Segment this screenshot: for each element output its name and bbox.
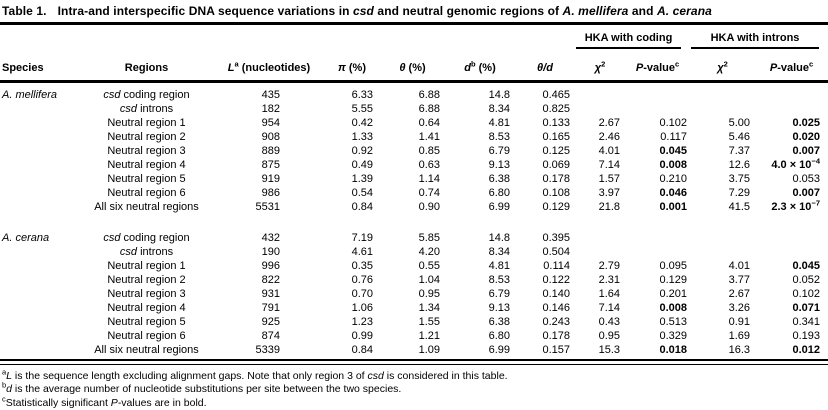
value-cell: 0.49: [324, 158, 380, 172]
value-cell: 7.14: [575, 301, 625, 315]
value-cell: 0.95: [575, 329, 625, 343]
table-row: [0, 259, 828, 273]
value-cell: 0.108: [515, 186, 575, 200]
value-cell: 0.102: [755, 287, 828, 301]
value-cell: 14.8: [445, 81, 515, 102]
title-text: Intra-and interspecific DNA sequence variations in: [58, 4, 353, 18]
value-cell: [755, 81, 828, 102]
value-cell: 5339: [214, 343, 324, 357]
value-cell: 6.88: [380, 81, 445, 102]
col-header-d: $d^b$ (%): [445, 49, 515, 81]
value-cell: 6.88: [380, 102, 445, 116]
value-cell: 6.38: [445, 315, 515, 329]
table-row: [0, 81, 828, 102]
region-cell: csd coding region: [79, 231, 214, 245]
table-row: [0, 315, 828, 329]
value-cell: 3.97: [575, 186, 625, 200]
value-cell: 6.80: [445, 329, 515, 343]
table-row: [0, 231, 828, 245]
value-cell: 0.129: [515, 200, 575, 214]
value-cell: 0.069: [515, 158, 575, 172]
value-cell: 2.79: [575, 259, 625, 273]
col-header-theta: θ (%): [380, 49, 445, 81]
value-cell: 5531: [214, 200, 324, 214]
table-row: [0, 343, 828, 357]
value-cell: 954: [214, 116, 324, 130]
value-cell: [575, 102, 625, 116]
value-cell: 0.125: [515, 144, 575, 158]
footnote-c: $^c$Statistically significant P-values are in bold.: [2, 397, 826, 410]
value-cell: 2.67: [690, 287, 755, 301]
species-cell: [0, 144, 79, 158]
value-cell: 0.114: [515, 259, 575, 273]
value-cell: [575, 245, 625, 259]
species-cell: [0, 186, 79, 200]
value-cell: 874: [214, 329, 324, 343]
table-row: [0, 186, 828, 200]
value-cell: 0.146: [515, 301, 575, 315]
value-cell: 0.025: [755, 116, 828, 130]
table-body: [0, 81, 828, 357]
region-cell: Neutral region 5: [79, 315, 214, 329]
value-cell: 8.53: [445, 130, 515, 144]
value-cell: 15.3: [575, 343, 625, 357]
value-cell: 0.513: [625, 315, 690, 329]
title-species-1: A. mellifera: [563, 4, 629, 18]
table-row: [0, 329, 828, 343]
region-cell: Neutral region 1: [79, 116, 214, 130]
value-cell: 0.85: [380, 144, 445, 158]
species-cell: [0, 329, 79, 343]
value-cell: 4.81: [445, 116, 515, 130]
col-header-chi2-coding: $\chi^2$: [575, 49, 625, 81]
value-cell: 919: [214, 172, 324, 186]
species-cell: [0, 273, 79, 287]
value-cell: 2.46: [575, 130, 625, 144]
value-cell: 0.071: [755, 301, 828, 315]
value-cell: 0.102: [625, 116, 690, 130]
value-cell: [575, 81, 625, 102]
value-cell: 0.140: [515, 287, 575, 301]
region-cell: Neutral region 3: [79, 287, 214, 301]
value-cell: 8.34: [445, 245, 515, 259]
value-cell: 4.61: [324, 245, 380, 259]
value-cell: 0.008: [625, 301, 690, 315]
value-cell: 0.35: [324, 259, 380, 273]
value-cell: 7.37: [690, 144, 755, 158]
value-cell: 0.55: [380, 259, 445, 273]
value-cell: 1.64: [575, 287, 625, 301]
value-cell: 0.008: [625, 158, 690, 172]
value-cell: 889: [214, 144, 324, 158]
value-cell: 0.007: [755, 186, 828, 200]
region-cell: csd coding region: [79, 81, 214, 102]
table-row: [0, 273, 828, 287]
table-row: [0, 144, 828, 158]
col-header-pi: π (%): [324, 49, 380, 81]
value-cell: [625, 245, 690, 259]
value-cell: 5.46: [690, 130, 755, 144]
hka-introns-header: HKA with introns: [690, 25, 828, 49]
value-cell: [755, 102, 828, 116]
value-cell: [690, 245, 755, 259]
value-cell: 0.504: [515, 245, 575, 259]
value-cell: 8.34: [445, 102, 515, 116]
value-cell: 0.43: [575, 315, 625, 329]
value-cell: 0.122: [515, 273, 575, 287]
value-cell: [690, 231, 755, 245]
species-cell: [0, 172, 79, 186]
value-cell: 0.63: [380, 158, 445, 172]
species-cell: A. mellifera: [0, 81, 79, 102]
value-cell: 21.8: [575, 200, 625, 214]
region-cell: Neutral region 5: [79, 172, 214, 186]
value-cell: 0.84: [324, 343, 380, 357]
value-cell: 7.29: [690, 186, 755, 200]
group-spacer: [0, 214, 828, 231]
value-cell: 0.210: [625, 172, 690, 186]
value-cell: 0.045: [755, 259, 828, 273]
value-cell: 0.99: [324, 329, 380, 343]
value-cell: 9.13: [445, 158, 515, 172]
table-row: [0, 158, 828, 172]
region-cell: Neutral region 2: [79, 130, 214, 144]
value-cell: 1.39: [324, 172, 380, 186]
region-cell: Neutral region 3: [79, 144, 214, 158]
value-cell: 5.55: [324, 102, 380, 116]
value-cell: 822: [214, 273, 324, 287]
value-cell: 0.76: [324, 273, 380, 287]
value-cell: 6.80: [445, 186, 515, 200]
value-cell: 0.117: [625, 130, 690, 144]
data-table: [0, 25, 828, 357]
value-cell: $4.0 \times 10^{-4}$: [755, 158, 828, 172]
value-cell: 0.825: [515, 102, 575, 116]
footnote-b: $^b$d is the average number of nucleotide substitutions per site between the two species.: [2, 383, 826, 397]
col-header-theta-over-d: θ/d: [515, 49, 575, 81]
footnote-a: $^a$L is the sequence length excluding alignment gaps. Note that only region 3 of csd is considered in this table.: [2, 370, 826, 384]
value-cell: 8.53: [445, 273, 515, 287]
region-cell: csd introns: [79, 245, 214, 259]
value-cell: 0.42: [324, 116, 380, 130]
value-cell: 0.95: [380, 287, 445, 301]
table-row: [0, 116, 828, 130]
col-header-species: Species: [0, 49, 79, 81]
value-cell: 0.001: [625, 200, 690, 214]
value-cell: 7.19: [324, 231, 380, 245]
value-cell: 6.99: [445, 200, 515, 214]
value-cell: 996: [214, 259, 324, 273]
value-cell: 0.54: [324, 186, 380, 200]
table-number: Table 1.: [2, 4, 47, 18]
value-cell: 0.165: [515, 130, 575, 144]
value-cell: 1.41: [380, 130, 445, 144]
region-cell: csd introns: [79, 102, 214, 116]
region-cell: Neutral region 6: [79, 329, 214, 343]
title-species-2: A. cerana: [657, 4, 712, 18]
value-cell: 986: [214, 186, 324, 200]
value-cell: 0.91: [690, 315, 755, 329]
value-cell: [690, 81, 755, 102]
footnotes: [0, 365, 828, 410]
value-cell: 0.74: [380, 186, 445, 200]
species-cell: [0, 245, 79, 259]
value-cell: 0.095: [625, 259, 690, 273]
value-cell: 1.23: [324, 315, 380, 329]
spanner-header-row: [0, 25, 828, 49]
species-cell: [0, 116, 79, 130]
value-cell: 6.99: [445, 343, 515, 357]
value-cell: 190: [214, 245, 324, 259]
value-cell: 0.201: [625, 287, 690, 301]
species-cell: [0, 130, 79, 144]
value-cell: 0.341: [755, 315, 828, 329]
value-cell: 14.8: [445, 231, 515, 245]
col-header-pvalue-introns: P-value$^c$: [755, 49, 828, 81]
region-cell: All six neutral regions: [79, 200, 214, 214]
value-cell: 3.26: [690, 301, 755, 315]
species-cell: [0, 102, 79, 116]
value-cell: 4.01: [690, 259, 755, 273]
region-cell: Neutral region 2: [79, 273, 214, 287]
species-cell: [0, 287, 79, 301]
region-cell: Neutral region 4: [79, 158, 214, 172]
table-row: [0, 245, 828, 259]
value-cell: 1.09: [380, 343, 445, 357]
value-cell: [690, 102, 755, 116]
value-cell: 4.20: [380, 245, 445, 259]
value-cell: 0.133: [515, 116, 575, 130]
value-cell: 0.157: [515, 343, 575, 357]
region-cell: All six neutral regions: [79, 343, 214, 357]
value-cell: 1.34: [380, 301, 445, 315]
value-cell: 0.046: [625, 186, 690, 200]
value-cell: 2.31: [575, 273, 625, 287]
value-cell: [575, 231, 625, 245]
value-cell: 0.178: [515, 172, 575, 186]
region-cell: Neutral region 4: [79, 301, 214, 315]
value-cell: 0.018: [625, 343, 690, 357]
table-row: [0, 172, 828, 186]
table-row: [0, 200, 828, 214]
species-cell: [0, 315, 79, 329]
value-cell: 1.04: [380, 273, 445, 287]
value-cell: 791: [214, 301, 324, 315]
value-cell: 0.395: [515, 231, 575, 245]
value-cell: 1.06: [324, 301, 380, 315]
value-cell: 5.00: [690, 116, 755, 130]
value-cell: 2.67: [575, 116, 625, 130]
value-cell: 0.243: [515, 315, 575, 329]
value-cell: 1.57: [575, 172, 625, 186]
value-cell: 1.55: [380, 315, 445, 329]
col-header-chi2-introns: $\chi^2$: [690, 49, 755, 81]
table-title: Table 1. Intra-and interspecific DNA sequence variations in csd and neutral genomic regions of A. mellifera and A. cerana: [0, 2, 828, 22]
value-cell: 3.77: [690, 273, 755, 287]
value-cell: 9.13: [445, 301, 515, 315]
value-cell: $2.3 \times 10^{-7}$: [755, 200, 828, 214]
col-header-pvalue-coding: P-value$^c$: [625, 49, 690, 81]
table-row: [0, 287, 828, 301]
value-cell: 0.020: [755, 130, 828, 144]
value-cell: 182: [214, 102, 324, 116]
region-cell: Neutral region 1: [79, 259, 214, 273]
value-cell: 1.33: [324, 130, 380, 144]
value-cell: 0.053: [755, 172, 828, 186]
value-cell: 4.01: [575, 144, 625, 158]
species-cell: A. cerana: [0, 231, 79, 245]
species-cell: [0, 343, 79, 357]
value-cell: 41.5: [690, 200, 755, 214]
value-cell: 0.178: [515, 329, 575, 343]
col-header-regions: Regions: [79, 49, 214, 81]
value-cell: 432: [214, 231, 324, 245]
species-cell: [0, 158, 79, 172]
value-cell: 0.012: [755, 343, 828, 357]
value-cell: 0.90: [380, 200, 445, 214]
value-cell: [625, 81, 690, 102]
value-cell: 6.79: [445, 287, 515, 301]
value-cell: [755, 231, 828, 245]
value-cell: 0.129: [625, 273, 690, 287]
value-cell: 0.70: [324, 287, 380, 301]
title-gene-name: csd: [353, 4, 374, 18]
table-row: [0, 130, 828, 144]
value-cell: 6.38: [445, 172, 515, 186]
value-cell: [755, 245, 828, 259]
value-cell: 3.75: [690, 172, 755, 186]
value-cell: 875: [214, 158, 324, 172]
value-cell: 931: [214, 287, 324, 301]
value-cell: 0.64: [380, 116, 445, 130]
value-cell: 12.6: [690, 158, 755, 172]
value-cell: 0.007: [755, 144, 828, 158]
value-cell: 0.193: [755, 329, 828, 343]
value-cell: 1.69: [690, 329, 755, 343]
value-cell: 0.045: [625, 144, 690, 158]
value-cell: 925: [214, 315, 324, 329]
value-cell: 0.84: [324, 200, 380, 214]
region-cell: Neutral region 6: [79, 186, 214, 200]
table-row: [0, 102, 828, 116]
species-cell: [0, 200, 79, 214]
value-cell: 1.21: [380, 329, 445, 343]
value-cell: 6.33: [324, 81, 380, 102]
column-header-row: [0, 49, 828, 81]
hka-coding-header: HKA with coding: [575, 25, 690, 49]
value-cell: 0.92: [324, 144, 380, 158]
species-cell: [0, 301, 79, 315]
col-header-length: $L^a$ (nucleotides): [214, 49, 324, 81]
value-cell: [625, 102, 690, 116]
value-cell: 435: [214, 81, 324, 102]
value-cell: [625, 231, 690, 245]
value-cell: 16.3: [690, 343, 755, 357]
value-cell: 908: [214, 130, 324, 144]
value-cell: 4.81: [445, 259, 515, 273]
value-cell: 0.329: [625, 329, 690, 343]
value-cell: 0.052: [755, 273, 828, 287]
species-cell: [0, 259, 79, 273]
value-cell: 5.85: [380, 231, 445, 245]
value-cell: 0.465: [515, 81, 575, 102]
value-cell: 1.14: [380, 172, 445, 186]
table-row: [0, 301, 828, 315]
value-cell: 7.14: [575, 158, 625, 172]
value-cell: 6.79: [445, 144, 515, 158]
